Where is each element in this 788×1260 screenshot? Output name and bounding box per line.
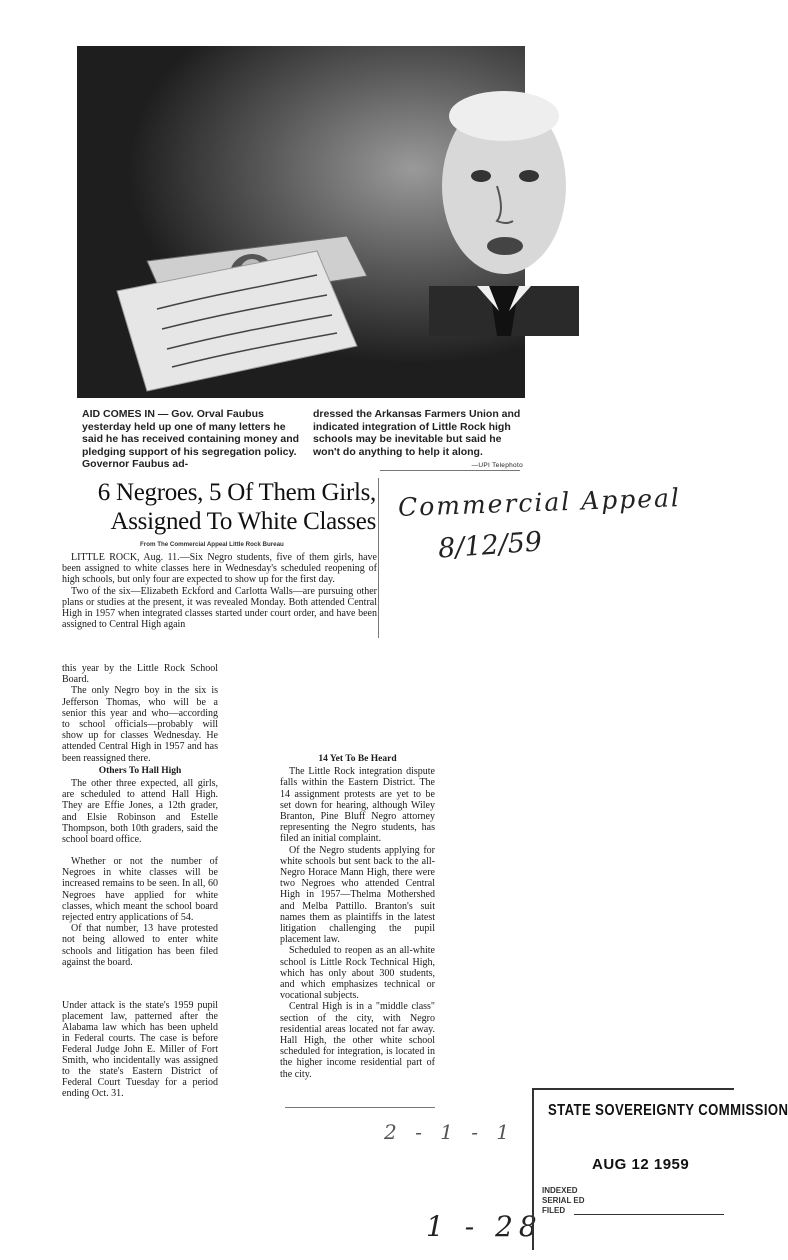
caption-divider [380, 470, 520, 471]
column-rule-vertical [378, 478, 379, 638]
stamp-date: AUG 12 1959 [592, 1156, 690, 1173]
article-paragraph: The other three expected, all girls, are scheduled to attend Hall High. They are Effie Jones, a 12th grader, and Elsie Robinson and Estelle Thompson, both 10th graders, said the school board office. [62, 778, 218, 846]
column-end-rule [285, 1107, 435, 1108]
caption-right-text: dressed the Arkansas Farmers Union and indicated integration of Little Rock high schools may be inevitable but said he won't do anything to help it along. [313, 408, 521, 458]
article-column-1-end [62, 1000, 218, 1099]
photo-credit: —UPI Telephoto [471, 462, 523, 469]
article-column-1-cont [62, 856, 218, 968]
subhead-yet-to-be-heard: 14 Yet To Be Heard [318, 754, 397, 764]
stamp-field-filed: FILED [542, 1206, 566, 1215]
handwritten-letter-image [117, 251, 357, 391]
photo-caption-left: AID COMES IN — Gov. Orval Faubus yesterday held up one of many letters he said he has received containing money and pledging support of his segregation policy. Governor Faubus ad- [82, 408, 300, 470]
article-paragraph: this year by the Little Rock School Board. [62, 663, 218, 686]
stamp-title: STATE SOVEREIGNTY COMMISSION [548, 1102, 788, 1119]
article-lead [62, 552, 377, 630]
article-paragraph: Two of the six—Elizabeth Eckford and Carlotta Walls—are pursuing other plans or studies at the present, it was revealed Monday. Both attended Central High in 1957 when integrated classes started under court order, and have been assigned to Central High again [62, 585, 377, 631]
stamp-field-indexed: INDEXED [542, 1186, 578, 1195]
article-column-1 [62, 663, 218, 845]
headline [54, 478, 376, 536]
article-paragraph: Central High is in a "middle class" section of the city, with Negro residential areas located not far away. Hall High, the other white school scheduled for integration, is located in the higher income residential part of the city. [280, 1001, 435, 1080]
article-paragraph: Scheduled to reopen as an all-white school is Little Rock Technical High, which has only about 300 students, and which emphasizes technical or vocational subjects. [280, 945, 435, 1002]
handwritten-file-number: 1 - 28 [426, 1210, 543, 1243]
article-paragraph: Of the Negro students applying for white schools but sent back to the all-Negro Horace Mann High, there were two Negroes who attended Central High in 1957—Thelma Mothershed and Melba Pattillo. Branton's suit names them as plaintiffs in the latest litigation challenging the pupil placement law. [280, 844, 435, 946]
handwritten-date: 8/12/59 [437, 526, 544, 565]
photo-caption-right [313, 408, 523, 473]
article-paragraph: LITTLE ROCK, Aug. 11.—Six Negro students, five of them girls, have been assigned to white classes here in Wednesday's scheduled reopening of high schools, but only four are expected to show up for the first day. [62, 552, 377, 586]
article-paragraph: The Little Rock integration dispute falls within the Eastern District. The 14 assignment protests are yet to be set down for hearing, although Wiley Branton, Pine Bluff Negro attorney representing the Negro students, has filed an initial complaint. [280, 766, 435, 845]
article-paragraph: Of that number, 13 have protested not being allowed to enter white schools and litigation has been filed against the board. [62, 923, 218, 968]
governor-portrait [429, 86, 579, 336]
article-paragraph: The only Negro boy in the six is Jefferson Thomas, who will be a senior this year and who—according to school officials—probably will show up for classes Wednesday. He attended Central High in 1957 and has been reassigned there. [62, 685, 218, 764]
stamp-field-serial: SERIAL ED [542, 1196, 585, 1205]
subhead-hall-high: Others To Hall High [98, 765, 182, 776]
news-photo [77, 46, 525, 398]
headline-line-2: Assigned To White Classes [110, 508, 376, 535]
article-paragraph: Under attack is the state's 1959 pupil placement law, patterned after the Alabama law which has been upheld in Federal courts. The case is before Federal Judge John E. Miller of Fort Smith, who incidentally was assigned to the state's Eastern District of Federal Court Tuesday for a period ending Oct. 31. [62, 1000, 218, 1099]
commission-stamp [532, 1088, 788, 1250]
headline-line-1: 6 Negroes, 5 Of Them Girls, [97, 479, 376, 506]
stamp-line [574, 1214, 724, 1215]
handwritten-note: 2 - 1 - 1 [384, 1120, 516, 1144]
handwritten-source: Commercial Appeal [397, 483, 682, 522]
article-paragraph: Whether or not the number of Negroes in white classes will be increased remains to be seen. In all, 60 Negroes have applied for white classes, which meant the school board rejected entry applications of 54. [62, 856, 218, 924]
article-column-2 [280, 752, 435, 1080]
byline: From The Commercial Appeal Little Rock Bureau [140, 541, 284, 548]
